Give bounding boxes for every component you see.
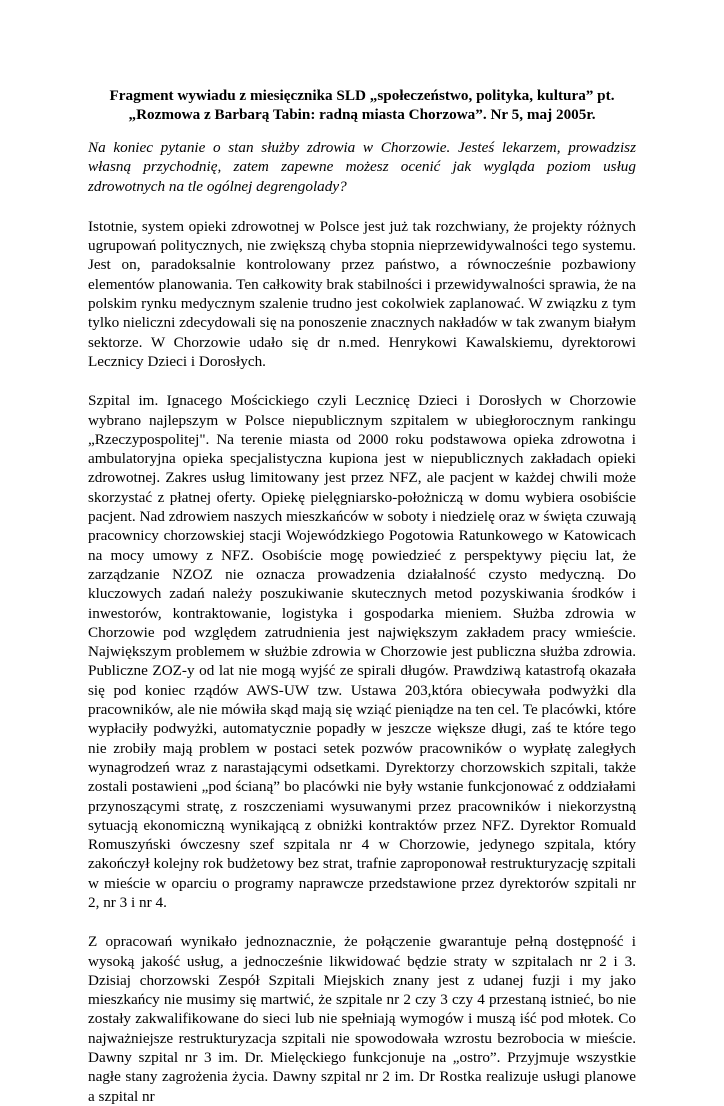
answer-paragraph-1: Istotnie, system opieki zdrowotnej w Polsce jest już tak rozchwiany, że projekty różnych ugrupowań politycznych, nie zwiększą chyba stopnia nieprzewidywalności tego systemu. Jest on, paradoksalnie kontrolowany przez państwo, a równocześnie pozbawiony elementów planowania. Ten całkowity brak stabilności i przewidywalności sprawia, że na polskim rynku medycznym szalenie trudno jest cokolwiek zaplanować. W związku z tym tylko nieliczni zdecydowali się na ponoszenie znacznych nakładów w tak zwanym białym sektorze. W Chorzowie udało się dr n.med. Henrykowi Kawalskiemu, dyrektorowi Lecznicy Dzieci i Dorosłych.	[88, 217, 636, 370]
answer-paragraph-3: Z opracowań wynikało jednoznacznie, że połączenie gwarantuje pełną dostępność i wysoką jakość usług, a jednocześnie likwidować będzie straty w szpitalach nr 2 i 3. Dzisiaj chorzowski Zespół Szpitali Miejskich znany jest z udanej fuzji i my jako mieszkańcy nie musimy się martwić, że szpitale nr 2 czy 3 czy 4 przestaną istnieć, bo nie zostały zakwalifikowane do sieci lub nie spełniają wymogów i muszą iść pod młotek. Co najważniejsze restrukturyzacja szpitali nie spowodowała wzrostu bezrobocia w mieście. Dawny szpital nr 3 im. Dr. Mielęckiego funkcjonuje na „ostro”. Przyjmuje wszystkie nagłe stany zagrożenia życia. Dawny szpital nr 2 im. Dr Rostka realizuje usługi planowe a szpital nr	[88, 933, 636, 1105]
document-title	[88, 86, 636, 124]
title-line-2: „Rozmowa z Barbarą Tabin: radną miasta Chorzowa”. Nr 5, maj 2005r.	[128, 106, 596, 123]
title-line-1: Fragment wywiadu z miesięcznika SLD „społeczeństwo, polityka, kultura” pt.	[109, 87, 615, 104]
answer-paragraph-2: Szpital im. Ignacego Mościckiego czyli Lecznicę Dzieci i Dorosłych w Chorzowie wybrano najlepszym w Polsce niepublicznym szpitalem w ubiegłorocznym rankingu „Rzeczypospolitej". Na terenie miasta od 2000 roku podstawowa opieka zdrowotna i ambulatoryjna opieka specjalistyczna kupiona jest w niepublicznych zakładach opieki zdrowotnej. Zakres usług limitowany jest przez NFZ, ale pacjent w każdej chwili może skorzystać z płatnej oferty. Opiekę pielęgniarsko-położniczą w domu wybiera osobiście pacjent. Nad zdrowiem naszych mieszkańców w soboty i niedzielę oraz w święta czuwają pracownicy chorzowskiej stacji Wojewódzkiego Pogotowia Ratunkowego w Katowicach na mocy umowy z NFZ. Osobiście mogę powiedzieć z perspektywy pięciu lat, że zarządzanie NZOZ nie oznacza prowadzenia działalność czysto medyczną. Do kluczowych zadań należy poszukiwanie skutecznych metod pozyskiwania środków i inwestorów, kontraktowanie, logistyka i gospodarka mieniem. Służba zdrowia w Chorzowie pod względem zatrudnienia jest największym zakładem pracy wmieście. Największym problemem w służbie zdrowia w Chorzowie jest publiczna służba zdrowia. Publiczne ZOZ-y od lat nie mogą wyjść ze spirali długów. Prawdziwą katastrofą okazała się pod koniec rządów AWS-UW tzw. Ustawa 203,która obiecywała podwyżki dla pracowników, ale nie mówiła skąd mają się wziąć pieniądze na ten cel. Te placówki, które wypłaciły podwyżki, automatycznie popadły w jeszcze większe długi, zaś te które tego nie zrobiły mają problem w postaci setek pozwów pracowników o wypłatę zaległych wynagrodzeń wraz z narastającymi odsetkami. Dyrektorzy chorzowskich szpitali, także zostali postawieni „pod ścianą” bo placówki nie były wstanie funkcjonować z oddziałami przynoszącymi stratę, z roszczeniami wysuwanymi przez pracowników i niekorzystną sytuacją ekonomiczną wynikającą z obniżki kontraktów przez NFZ. Dyrektor Romuald Romuszyński ówczesny szef szpitala nr 4 w Chorzowie, jedynego szpitala, który zakończył kolejny rok budżetowy bez strat, trafnie zaproponował restrukturyzację szpitali w mieście w oparciu o programy naprawcze przedstawione przez dyrektorów szpitali nr 2, nr 3 i nr 4.	[88, 392, 637, 911]
interview-question: Na koniec pytanie o stan służby zdrowia w Chorzowie. Jesteś lekarzem, prowadzisz własną przychodnię, zatem zapewne możesz ocenić jak wygląda poziom usług zdrowotnych na tle ogólnej degrengolady?	[88, 139, 636, 195]
